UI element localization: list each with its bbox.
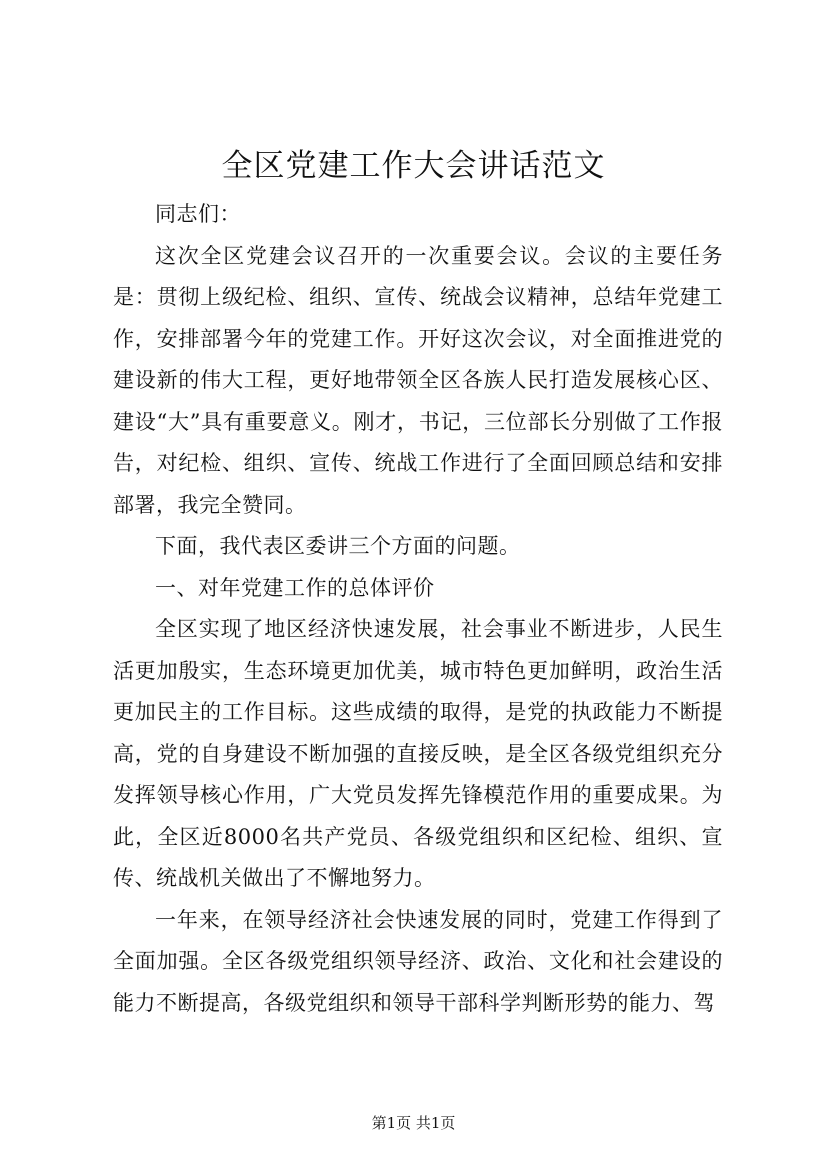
document-body (113, 194, 723, 1024)
body-paragraph: 这次全区党建会议召开的一次重要会议。会议的主要任务是：贯彻上级纪检、组织、宣传、统战会议精神，总结年党建工作，安排部署今年的党建工作。开好这次会议，对全面推进党的建设新的伟大工程，更好地带领全区各族人民打造发展核心区、建设“大”具有重要意义。刚才，书记，三位部长分别做了工作报告，对纪检、组织、宣传、统战工作进行了全面回顾总结和安排部署，我完全赞同。 (113, 243, 723, 517)
document-title: 全区党建工作大会讲话范文 (221, 148, 606, 184)
body-paragraph: 下面，我代表区委讲三个方面的问题。 (155, 534, 521, 558)
page-footer: 第1页 共1页 (371, 1114, 456, 1132)
section-heading: 一、对年党建工作的总体评价 (155, 575, 435, 600)
body-paragraph: 一年来，在领导经济社会快速发展的同时，党建工作得到了全面加强。全区各级党组织领导经济、政治、文化和社会建设的能力不断提高，各级党组织和领导干部科学判断形势的能力、驾 (113, 907, 723, 1015)
salutation-paragraph: 同志们： (155, 202, 241, 226)
body-paragraph: 全区实现了地区经济快速发展，社会事业不断进步，人民生活更加殷实，生态环境更加优美，城市特色更加鲜明，政治生活更加民主的工作目标。这些成绩的取得，是党的执政能力不断提高，党的自身建设不断加强的直接反映，是全区各级党组织充分发挥领导核心作用，广大党员发挥先锋模范作用的重要成果。为此，全区近8000名共产党员、各级党组织和区纪检、组织、宣传、统战机关做出了不懈地努力。 (113, 617, 723, 890)
